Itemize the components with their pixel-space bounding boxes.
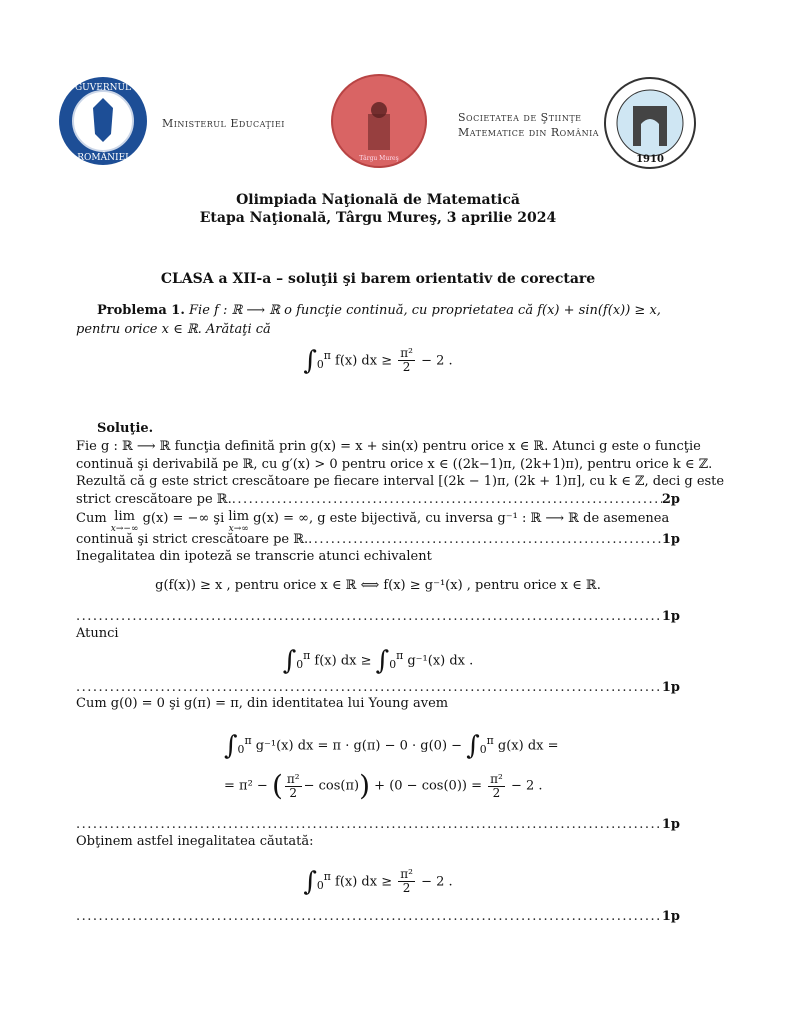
text: g(x) = −∞ şi bbox=[142, 511, 225, 526]
points: 1p bbox=[661, 532, 680, 547]
society-name-line1: Societatea de Ştiinţe bbox=[458, 111, 582, 124]
subtitle: CLASA a XII-a – soluţii şi barem orientativ de corectare bbox=[160, 271, 596, 287]
equation: g(f(x)) ≥ x , pentru orice x ∈ ℝ ⟺ f(x) ≥ g⁻¹(x) , pentru orice x ∈ ℝ. bbox=[155, 578, 601, 593]
solution-line: continuă şi derivabilă pe ℝ, cu g′(x) > 0 pentru orice x ∈ ((2k−1)π, (2k+1)π), pentru orice k ∈ ℤ. bbox=[76, 457, 713, 472]
score-line bbox=[76, 908, 680, 925]
text: Cum bbox=[76, 511, 107, 526]
score-line bbox=[76, 608, 680, 625]
lim: lim bbox=[114, 509, 135, 524]
minus-two: − 2 . bbox=[421, 874, 453, 890]
minus-two: − 2 . bbox=[421, 353, 453, 369]
lim-sub: x→∞ bbox=[228, 524, 249, 534]
frac-num: π² bbox=[400, 867, 413, 882]
olimpiada-logo bbox=[330, 74, 428, 168]
problem-label: Problema 1. bbox=[97, 303, 185, 318]
equation: $\int_0^\pi$ f(x) dx ≥ $\int_0^\pi$ g⁻¹(x) dx . bbox=[282, 645, 474, 676]
frac-den: 2 bbox=[289, 785, 298, 800]
guvernul-romaniei-logo bbox=[58, 76, 148, 166]
eq-part: − cos(π) bbox=[303, 778, 360, 794]
lim: lim bbox=[228, 509, 250, 524]
solution-line: Obţinem astfel inegalitatea căutată: bbox=[76, 834, 314, 849]
eq-part: = π² − bbox=[224, 778, 268, 794]
int-upper: π bbox=[323, 349, 331, 362]
svg-text:1910: 1910 bbox=[636, 154, 664, 165]
eq-part: g⁻¹(x) dx = π · g(π) − 0 · g(0) − bbox=[255, 738, 463, 754]
solution-line: Inegalitatea din ipoteză se transcrie atunci echivalent bbox=[76, 549, 432, 564]
svg-text:ROMÂNIEI: ROMÂNIEI bbox=[77, 153, 129, 163]
ministry-name: Ministerul Educaţiei bbox=[162, 117, 285, 130]
ssmr-logo bbox=[603, 76, 697, 170]
score-line bbox=[76, 491, 680, 508]
points: 1p bbox=[661, 909, 680, 924]
eq-part: g⁻¹(x) dx . bbox=[407, 653, 474, 669]
solution-line: Fie g : ℝ ⟶ ℝ funcţia definită prin g(x) = x + sin(x) pentru orice x ∈ ℝ. Atunci g este o funcţie bbox=[76, 439, 701, 454]
solution-line: continuă şi strict crescătoare pe ℝ. bbox=[76, 532, 309, 547]
solution-line: strict crescătoare pe ℝ. bbox=[76, 492, 232, 507]
solution-heading: Soluţie. bbox=[97, 421, 154, 436]
score-line bbox=[76, 816, 680, 833]
int-upper: π bbox=[244, 734, 252, 747]
points: 2p bbox=[661, 492, 680, 507]
frac-num: π² bbox=[490, 771, 503, 786]
title-line1: Olimpiada Naţională de Matematică bbox=[236, 192, 520, 208]
minus-two: − 2 . bbox=[510, 778, 543, 794]
int-lower: 0 bbox=[389, 657, 397, 671]
eq-part: g(x) dx = bbox=[497, 738, 559, 754]
int-lower: 0 bbox=[316, 357, 324, 371]
points: 1p bbox=[661, 680, 680, 695]
problem-statement-line1 bbox=[97, 302, 680, 319]
frac-num: π² bbox=[286, 771, 300, 786]
problem-text: Fie f : ℝ ⟶ ℝ o funcţie continuă, cu proprietatea că f(x) + sin(f(x)) ≥ x, bbox=[189, 303, 661, 318]
title-line2: Etapa Naţională, Târgu Mureş, 3 aprilie 2024 bbox=[199, 210, 557, 226]
int-upper: π bbox=[486, 734, 494, 747]
society-name-line2: Matematice din România bbox=[458, 126, 600, 139]
int-upper: π bbox=[396, 649, 404, 662]
points: 1p bbox=[661, 609, 680, 624]
problem-formula: $\int_0^\pi$ f(x) dx ≥ $\frac{\text{π²}}{2}$ − 2 . bbox=[303, 345, 453, 376]
score-line bbox=[76, 679, 680, 696]
frac-num: π² bbox=[400, 346, 413, 361]
problem-text-2: pentru orice x ∈ ℝ. Arătaţi că bbox=[76, 322, 271, 337]
frac-den: 2 bbox=[402, 360, 411, 375]
eq-part: f(x) dx ≥ bbox=[314, 653, 372, 669]
equation: $\int_0^\pi$ g⁻¹(x) dx = $\pi \cdot g(\pi) - 0 \cdot g(0) - \int_0^\pi$ g(x) dx = bbox=[224, 730, 559, 761]
int-lower: 0 bbox=[237, 742, 245, 756]
equation: $\int_0^\pi$ f(x) dx ≥ $\frac{\text{π²}}{2}$ − 2 . bbox=[303, 866, 453, 897]
int-lower: 0 bbox=[296, 657, 304, 671]
lim-sub: x→−∞ bbox=[110, 524, 139, 534]
formula-lhs: f(x) dx ≥ bbox=[335, 353, 393, 369]
svg-text:Târgu Mureş: Târgu Mureş bbox=[359, 155, 399, 162]
frac-den: 2 bbox=[492, 785, 501, 800]
solution-line: Rezultă că g este strict crescătoare pe fiecare interval [(2k − 1)π, (2k + 1)π], cu k ∈ ℤ, deci g este bbox=[76, 474, 725, 489]
problem-statement-line2 bbox=[76, 321, 680, 338]
frac-den: 2 bbox=[402, 881, 411, 896]
solution-line: Cum g(0) = 0 şi g(π) = π, din identitatea lui Young avem bbox=[76, 696, 449, 711]
points: 1p bbox=[661, 817, 680, 832]
int-upper: π bbox=[303, 649, 311, 662]
solution-line: Atunci bbox=[76, 626, 119, 641]
score-line bbox=[76, 531, 680, 548]
int-upper: π bbox=[323, 870, 331, 883]
society-name bbox=[458, 110, 599, 140]
svg-text:GUVERNUL: GUVERNUL bbox=[74, 83, 132, 93]
eq-part: + (0 − cos(0)) = bbox=[374, 778, 482, 794]
int-lower: 0 bbox=[479, 742, 487, 756]
eq-part: f(x) dx ≥ bbox=[335, 874, 393, 890]
equation: = π² − ( $\frac{\text{π²}}{2}$ − cos(π)) + (0 − cos(0)) = $\frac{\text{π²}}{2}$ − 2 . bbox=[224, 769, 543, 802]
int-lower: 0 bbox=[316, 878, 324, 892]
text: g(x) = ∞, g este bijectivă, cu inversa g⁻¹ : ℝ ⟶ ℝ de asemenea bbox=[253, 511, 670, 526]
